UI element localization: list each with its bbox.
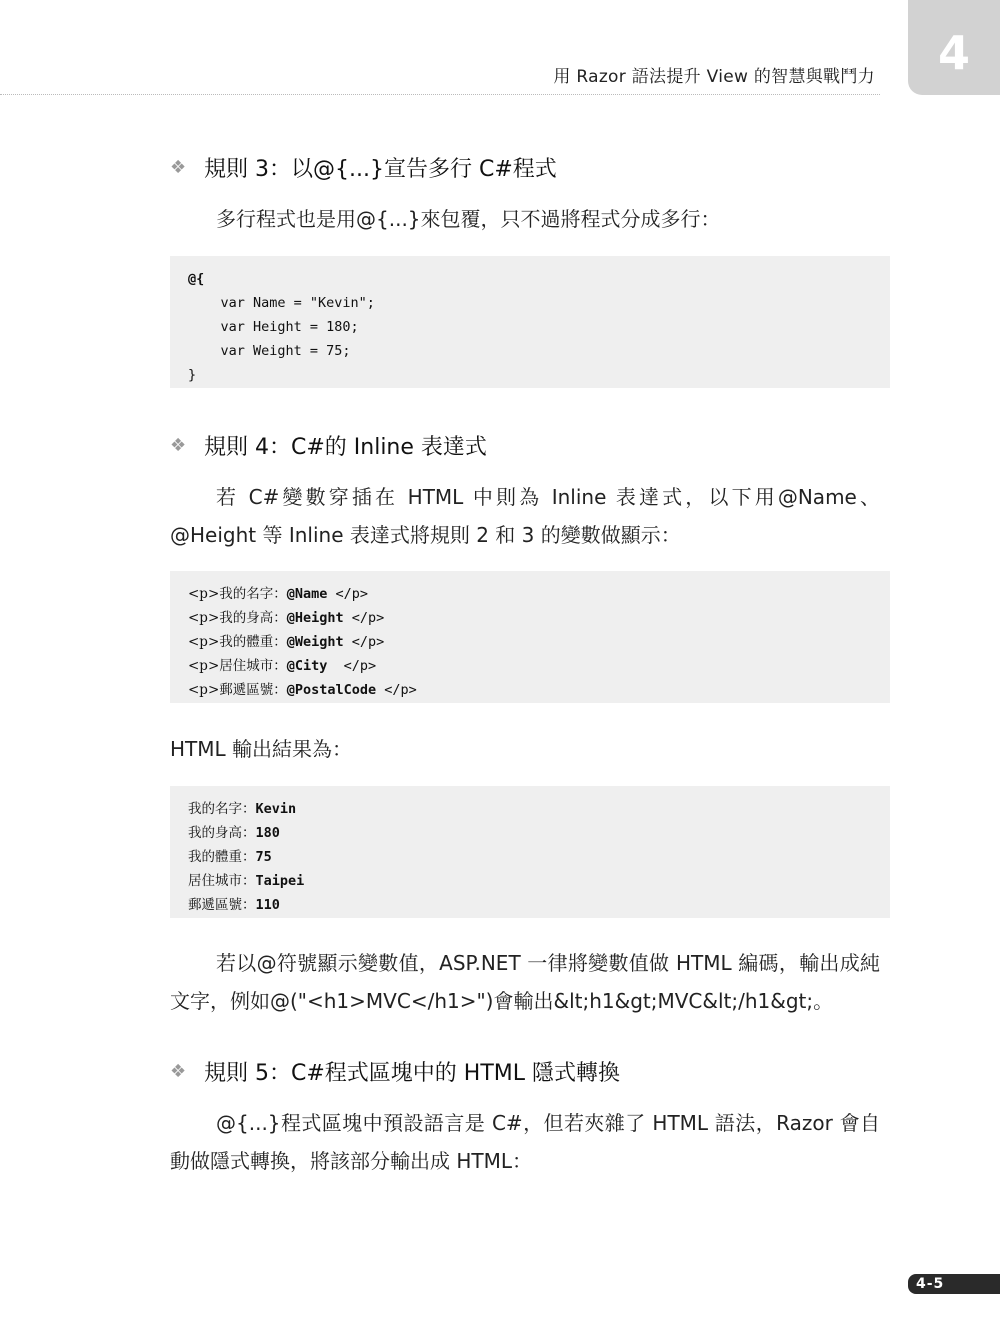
output-line: 郵遞區號：110 (188, 897, 280, 913)
rule5-heading (170, 1056, 620, 1087)
output-line: 我的名字：Kevin (188, 801, 297, 817)
rule3-paragraph: 多行程式也是用@{...}來包覆，只不過將程式分成多行： (216, 207, 721, 231)
output-block (170, 786, 890, 918)
code-line: <p>居住城市：@City </p> (188, 658, 377, 674)
rule4-heading (170, 430, 487, 461)
code-line: <p>我的體重：@Weight </p> (188, 634, 385, 650)
code-line: } (188, 367, 197, 383)
rule4-code-block (170, 571, 890, 703)
code-line: var Height = 180; (188, 319, 359, 335)
chapter-tab (908, 0, 1000, 95)
header-divider (0, 94, 880, 95)
rule4-paragraph: 若 C#變數穿插在 HTML 中則為 Inline 表達式，以下用@Name、@Height 等 Inline 表達式將規則 2 和 3 的變數做顯示： (170, 485, 880, 547)
rule3-heading-text: 規則 3：以@{...}宣告多行 C#程式 (204, 157, 557, 182)
rule3-code-block (170, 256, 890, 388)
running-title: 用 Razor 語法提升 View 的智慧與戰鬥力 (553, 67, 875, 87)
code-line: var Name = "Kevin"; (188, 295, 375, 311)
output-label: HTML 輸出結果為： (170, 737, 353, 761)
page-number: 4-5 (908, 1274, 1000, 1294)
code-line: var Weight = 75; (188, 343, 351, 359)
rule3-heading (170, 152, 557, 183)
diamond-bullet-icon: ❖ (170, 157, 187, 178)
diamond-bullet-icon: ❖ (170, 435, 187, 456)
chapter-number: 4 (937, 25, 970, 80)
output-line: 我的體重：75 (188, 849, 272, 865)
output-line: 居住城市：Taipei (188, 873, 305, 889)
diamond-bullet-icon: ❖ (170, 1061, 187, 1082)
code-line: <p>我的名字：@Name </p> (188, 586, 369, 602)
rule5-paragraph: @{...}程式區塊中預設語言是 C#，但若夾雜了 HTML 語法，Razor 會自動做隱式轉換，將該部分輸出成 HTML： (170, 1111, 880, 1173)
rule5-heading-text: 規則 5：C#程式區塊中的 HTML 隱式轉換 (204, 1061, 620, 1086)
code-line: @{ (188, 271, 205, 287)
output-line: 我的身高：180 (188, 825, 280, 841)
encoding-note: 若以@符號顯示變數值，ASP.NET 一律將變數值做 HTML 編碼，輸出成純文字，例如@("<h1>MVC</h1>")會輸出&lt;h1&gt;MVC&lt;/h1&gt;。 (170, 951, 880, 1013)
rule4-heading-text: 規則 4：C#的 Inline 表達式 (204, 435, 487, 460)
code-line: <p>我的身高：@Height </p> (188, 610, 385, 626)
code-line: <p>郵遞區號：@PostalCode </p> (188, 682, 417, 698)
